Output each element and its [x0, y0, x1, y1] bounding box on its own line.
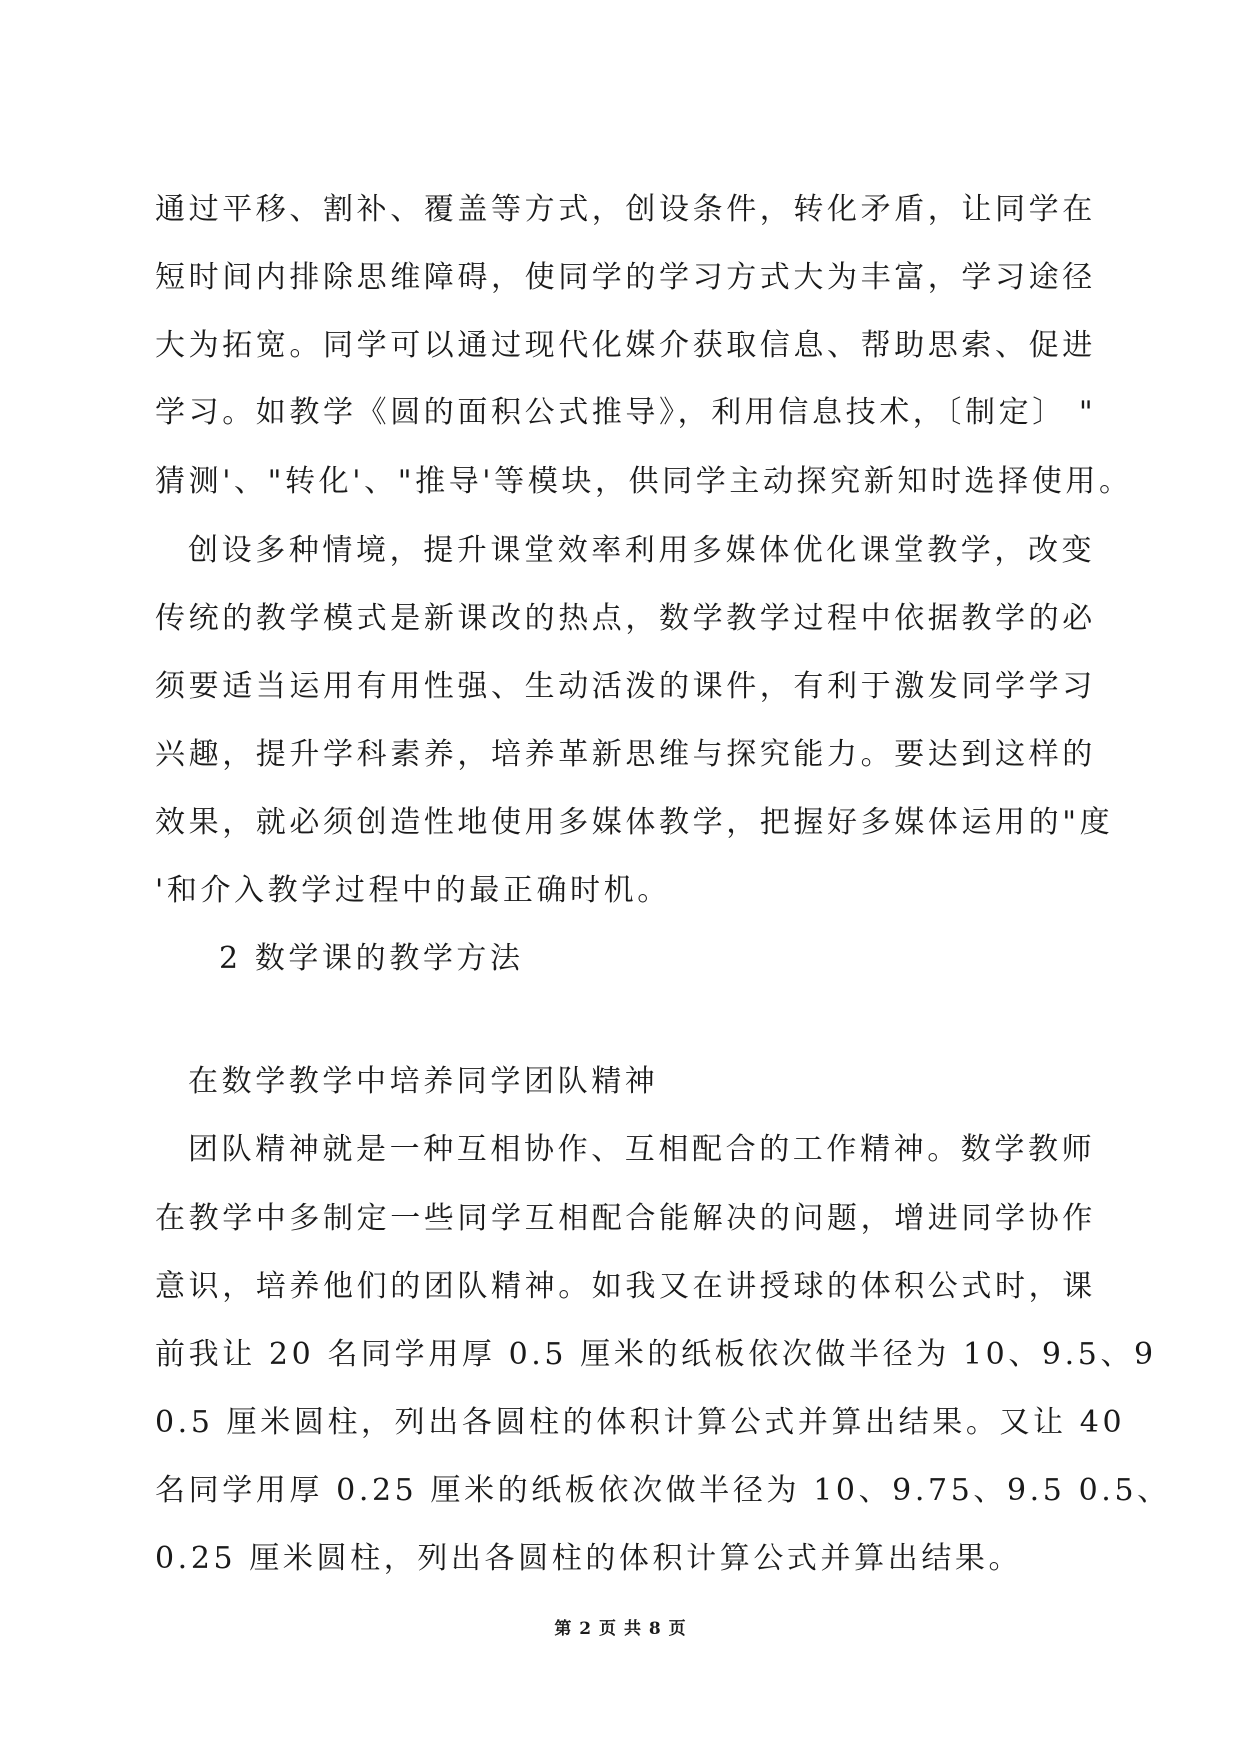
text-line: 兴趣，提升学科素养，培养革新思维与探究能力。要达到这样的 [155, 737, 1096, 772]
text-line: 须要适当运用有用性强、生动活泼的课件，有利于激发同学学习 [155, 669, 1096, 704]
text-line: '和介入教学过程中的最正确时机。 [155, 873, 671, 908]
paragraph-first-line: 团队精神就是一种互相协作、互相配合的工作精神。数学教师 [188, 1132, 1096, 1167]
page-number-footer: 第 2 页 共 8 页 [554, 1619, 687, 1639]
text-line: 名同学用厚 0.25 厘米的纸板依次做半径为 10、9.75、9.5 0.5、 [155, 1473, 1171, 1508]
subsection-heading: 在数学教学中培养同学团队精神 [188, 1064, 659, 1099]
paragraph-first-line: 创设多种情境，提升课堂效率利用多媒体优化课堂教学，改变 [188, 533, 1096, 568]
text-line: 大为拓宽。同学可以通过现代化媒介获取信息、帮助思索、促进 [155, 328, 1096, 363]
text-line: 短时间内排除思维障碍，使同学的学习方式大为丰富，学习途径 [155, 260, 1096, 295]
text-line: 通过平移、割补、覆盖等方式，创设条件，转化矛盾，让同学在 [155, 192, 1096, 227]
text-line: 在教学中多制定一些同学互相配合能解决的问题，增进同学协作 [155, 1201, 1096, 1236]
text-line: 传统的教学模式是新课改的热点，数学教学过程中依据教学的必 [155, 601, 1096, 636]
text-line: 猜测'、"转化'、"推导'等模块，供同学主动探究新知时选择使用。 [155, 464, 1133, 499]
text-line: 0.5 厘米圆柱，列出各圆柱的体积计算公式并算出结果。又让 40 [155, 1405, 1126, 1440]
text-line: 学习。如教学《圆的面积公式推导》，利用信息技术，〔制定〕 " [155, 395, 1097, 430]
text-line: 0.25 厘米圆柱，列出各圆柱的体积计算公式并算出结果。 [155, 1541, 1023, 1576]
text-line: 前我让 20 名同学用厚 0.5 厘米的纸板依次做半径为 10、9.5、9 [155, 1337, 1157, 1372]
text-line: 意识，培养他们的团队精神。如我又在讲授球的体积公式时，课 [155, 1269, 1096, 1304]
section-heading: 2 数学课的教学方法 [219, 941, 524, 976]
text-line: 效果，就必须创造性地使用多媒体教学，把握好多媒体运用的"度 [155, 805, 1114, 840]
